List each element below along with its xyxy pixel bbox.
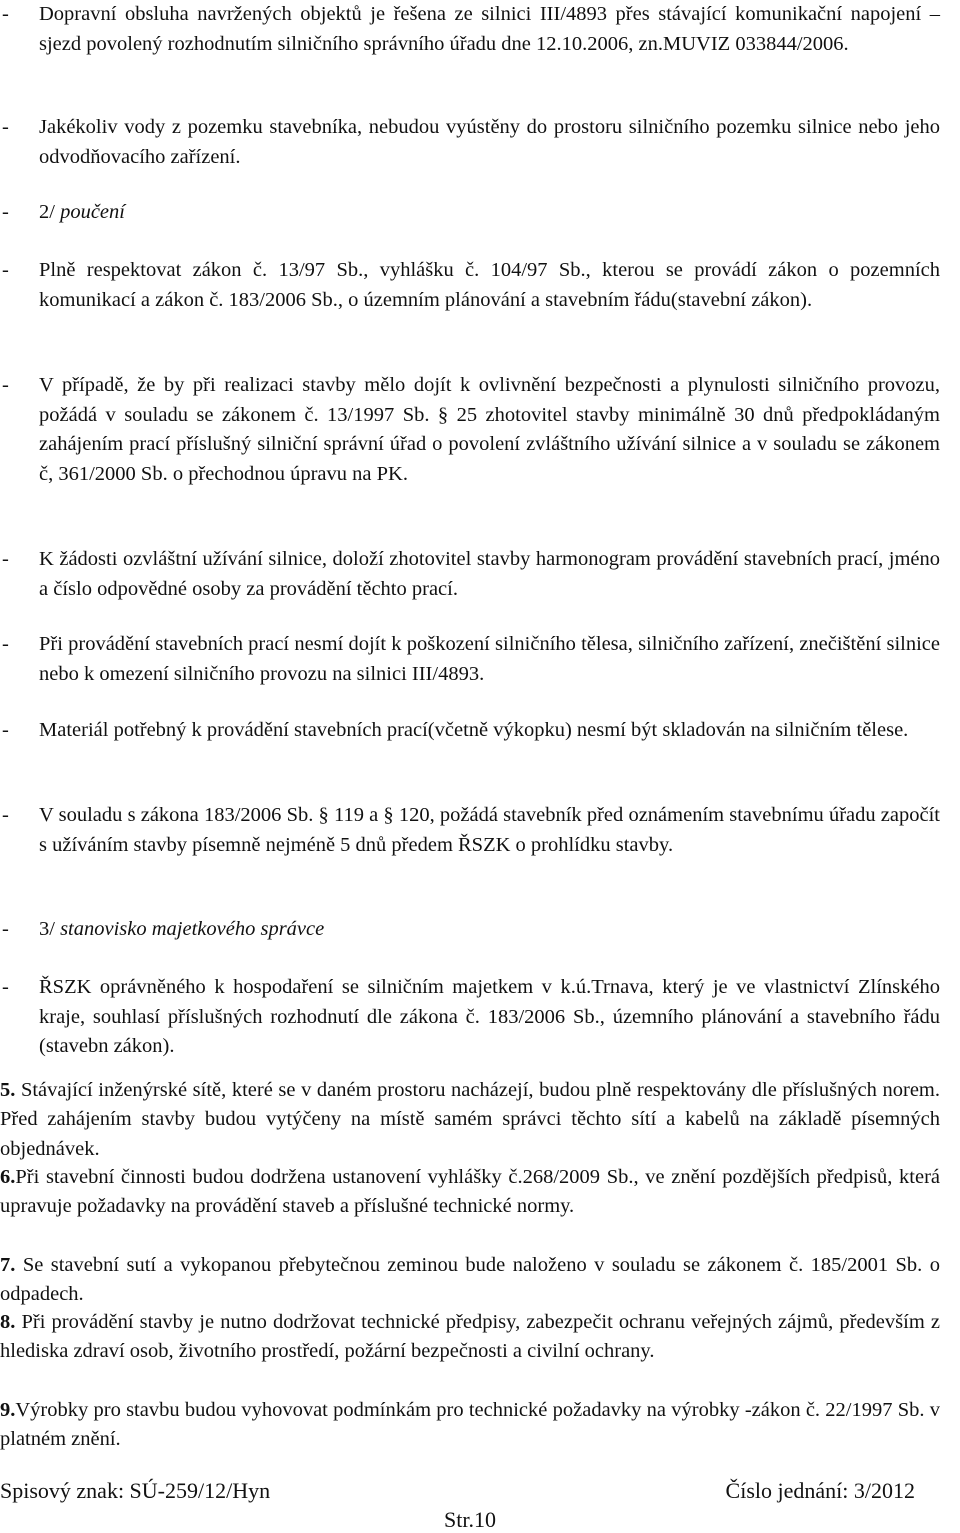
file-mark: Spisový znak: SÚ-259/12/Hyn — [0, 1478, 271, 1503]
item-text: V případě, že by při realizaci stavby mělo dojít k ovlivnění bezpečnosti a plynulosti silničního provozu, požádá v souladu se zákonem č. 13/1997 Sb. § 25 zhotovitel stavby minimálně 30 dnů předpokládaným zahájením prací příslušný silniční správní úřad o povolení zvláštního užívání silnice a v souladu se zákonem č, 361/2000 Sb. o přechodnou úpravu na PK. — [39, 374, 940, 485]
page-footer — [0, 1476, 915, 1506]
item-text: Plně respektovat zákon č. 13/97 Sb., vyhlášku č. 104/97 Sb., kterou se provádí zákon o pozemních komunikací a zákon č. 183/2006 Sb., o územním plánování a stavebním řádu(stavební zákon). — [39, 259, 940, 311]
numbered-paragraph — [0, 1396, 940, 1455]
list-item — [0, 198, 940, 228]
dash-bullet: - — [2, 116, 9, 138]
dash-bullet: - — [2, 259, 9, 281]
list-item — [0, 716, 940, 746]
paragraph-number: 7. — [0, 1254, 16, 1276]
item-text: Jakékoliv vody z pozemku stavebníka, nebudou vyústěny do prostoru silničního pozemku silnice nebo jeho odvodňovacího zařízení. — [39, 116, 940, 168]
dash-bullet: - — [2, 804, 9, 826]
dash-bullet: - — [2, 719, 9, 741]
paragraph-text: Se stavební sutí a vykopanou přebytečnou zeminou bude naloženo v souladu se zákonem č. 185/2001 Sb. o odpadech. — [0, 1254, 940, 1306]
paragraph-text: Výrobky pro stavbu budou vyhovovat podmínkám pro technické požadavky na výrobky -zákon č. 22/1997 Sb. v platném znění. — [0, 1399, 940, 1451]
list-item — [0, 545, 940, 604]
list-item — [0, 0, 940, 59]
section-heading: stanovisko majetkového správce — [60, 918, 325, 940]
item-text: Při provádění stavebních prací nesmí dojít k poškození silničního tělesa, silničního zařízení, znečištění silnice nebo k omezení silničního provozu na silnici III/4893. — [39, 633, 940, 685]
section-number: 3/ — [39, 918, 61, 940]
numbered-paragraph — [0, 1163, 940, 1222]
paragraph-text: Při stavební činnosti budou dodržena ustanovení vyhlášky č.268/2009 Sb., ve znění pozdějších předpisů, která upravuje požadavky na provádění staveb a příslušné technické normy. — [0, 1166, 940, 1218]
page-number: Str.10 — [444, 1507, 496, 1532]
dash-bullet: - — [2, 918, 9, 940]
list-item — [0, 113, 940, 172]
reference-number: Číslo jednání: 3/2012 — [725, 1478, 915, 1503]
dash-bullet: - — [2, 3, 9, 25]
list-item — [0, 801, 940, 860]
item-text: Materiál potřebný k provádění stavebních prací(včetně výkopku) nesmí být skladován na silničním tělese. — [39, 719, 909, 741]
paragraph-text: Stávající inženýrské sítě, které se v daném prostoru nacházejí, budou plně respektovány dle příslušných norem. Před zahájením stavby budou vytýčeny na místě samém správci těchto sítí a kabelů na základě písemných objednávek. — [0, 1079, 940, 1160]
paragraph-text: Při provádění stavby je nutno dodržovat technické předpisy, zabezpečit ochranu veřejných zájmů, především z hlediska zdraví osob, životního prostředí, požární bezpečnosti a civilní ochrany. — [0, 1311, 940, 1363]
item-text: ŘSZK oprávněného k hospodaření se silničním majetkem v k.ú.Trnava, který je ve vlastnictví Zlínského kraje, souhlasí příslušných rozhodnutí dle zákona č. 183/2006 Sb., územního plánování a stavebního řádu (stavebn zákon). — [39, 976, 940, 1057]
paragraph-number: 5. — [0, 1079, 16, 1101]
dash-bullet: - — [2, 548, 9, 570]
dash-bullet: - — [2, 976, 9, 998]
list-item — [0, 973, 940, 1062]
dash-bullet: - — [2, 374, 9, 396]
item-text: V souladu s zákona 183/2006 Sb. § 119 a § 120, požádá stavebník před oznámením stavebnímu úřadu započít s užíváním stavby písemně nejméně 5 dnů předem ŘSZK o prohlídku stavby. — [39, 804, 940, 856]
item-text: Dopravní obsluha navržených objektů je řešena ze silnici III/4893 přes stávající komunikační napojení – sjezd povolený rozhodnutím silničního správního úřadu dne 12.10.2006, zn.MUVIZ 033844/2006. — [39, 3, 940, 55]
dash-bullet: - — [2, 201, 9, 223]
item-text: K žádosti ozvláštní užívání silnice, doloží zhotovitel stavby harmonogram provádění stavebních prací, jméno a číslo odpovědné osoby za provádění těchto prací. — [39, 548, 940, 600]
section-number: 2/ — [39, 201, 61, 223]
section-heading: poučení — [60, 201, 125, 223]
list-item — [0, 915, 940, 945]
list-item — [0, 256, 940, 315]
list-item — [0, 371, 940, 489]
numbered-paragraph — [0, 1251, 940, 1310]
list-item — [0, 630, 940, 689]
dash-bullet: - — [2, 633, 9, 655]
paragraph-number: 6. — [0, 1166, 16, 1188]
paragraph-number: 8. — [0, 1311, 16, 1333]
numbered-paragraph — [0, 1076, 940, 1164]
paragraph-number: 9. — [0, 1399, 16, 1421]
numbered-paragraph — [0, 1308, 940, 1367]
